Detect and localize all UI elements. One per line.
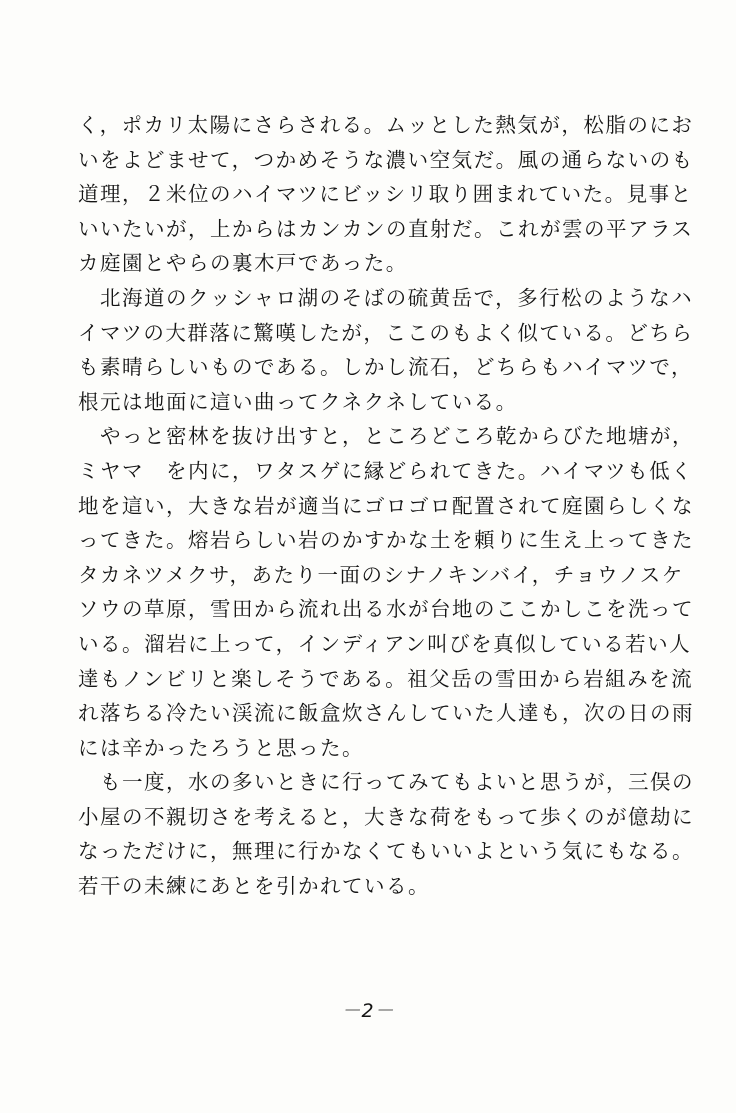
paragraph-1	[78, 108, 694, 281]
text-line: いいたいが，上からはカンカンの直射だ。これが雲の平アラス	[78, 216, 694, 241]
text-line: タカネツメクサ，あたり一面のシナノキンバイ，チョウノスケ	[78, 562, 684, 587]
text-line: く，ポカリ太陽にさらされる。ムッとした熱気が，松脂のにお	[78, 113, 694, 137]
page-number: －2－	[341, 1000, 395, 1022]
text-line: カ庭園とやらの裏木戸であった。	[78, 251, 408, 276]
text-line: 若干の未練にあとを引かれている。	[78, 874, 430, 899]
text-line: ソウの草原，雪田から流れ出る水が台地のここかしこを洗って	[78, 597, 694, 622]
paragraph-3	[78, 419, 694, 765]
text-line: いをよどませて，つかめそうな濃い空気だ。風の通らないのも	[78, 147, 694, 172]
text-line: なっただけに，無理に行かなくてもいいよという気にもなる。	[78, 839, 694, 864]
text-line: ミヤマ を内に，ワタスゲに縁どられてきた。ハイマツも低く	[78, 458, 694, 483]
text-line: やっと密林を抜け出すと，ところどころ乾からびた地塘が，	[78, 424, 694, 449]
text-line: 根元は地面に這い曲ってクネクネしている。	[78, 389, 518, 414]
text-line: 達もノンビリと楽しそうである。祖父岳の雪田から岩組みを流	[78, 666, 694, 691]
text-line: れ落ちる冷たい渓流に飯盒炊さんしていた人達も，次の日の雨	[78, 701, 694, 726]
text-line: いる。溜岩に上って，インディアン叫びを真似している若い人	[78, 631, 692, 656]
text-line: 道理，２米位のハイマツにビッシリ取り囲まれていた。見事と	[78, 182, 693, 207]
text-line: 小屋の不親切さを考えると，大きな荷をもって歩くのが億劫に	[78, 804, 694, 829]
text-line: も素晴らしいものである。しかし流石，どちらもハイマツで，	[78, 355, 693, 380]
text-line: 北海道のクッシャロ湖のそばの硫黄岳で，多行松のようなハ	[78, 285, 694, 310]
text-line: イマツの大群落に驚嘆したが，ここのもよく似ている。どちら	[78, 320, 694, 345]
text-line: には辛かったろうと思った。	[78, 735, 364, 760]
paragraph-4	[78, 765, 694, 903]
text-line: 地を這い，大きな岩が適当にゴロゴロ配置されて庭園らしくな	[78, 493, 694, 518]
text-body	[78, 108, 694, 904]
paragraph-2	[78, 281, 694, 419]
text-line: ってきた。熔岩らしい岩のかすかな土を頼りに生え上ってきた	[78, 528, 694, 553]
text-line: も一度，水の多いときに行ってみてもよいと思うが，三俣の	[78, 770, 694, 795]
